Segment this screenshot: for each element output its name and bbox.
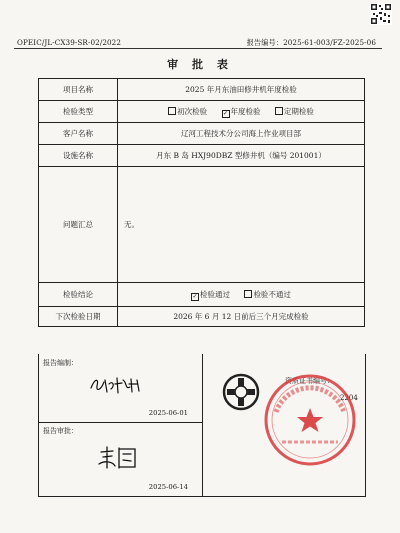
issues-label: 问题汇总: [39, 167, 118, 283]
option-pass: ✓ 检验通过: [192, 289, 231, 300]
equipment-value: 月东 B 岛 HXJ90DBZ 型修井机（编号 201001）: [118, 145, 365, 167]
row-inspection-type: [39, 101, 365, 123]
row-conclusion: [39, 283, 365, 307]
approver-label: 报告审批：: [43, 427, 78, 435]
approver-signature: [95, 442, 145, 474]
header-divider: [14, 48, 382, 49]
organization-logo: [222, 373, 260, 411]
option-fail: 检验不通过: [244, 290, 291, 299]
row-equipment: [39, 145, 365, 167]
report-preparer-date: 2025-06-01: [148, 409, 188, 417]
project-name-value: 2025 年月东油田修井机年度检验: [118, 79, 365, 101]
checkbox-fail: [244, 290, 252, 298]
equipment-label: 设施名称: [39, 145, 118, 167]
report-preparer-label: 报告编制：: [43, 359, 78, 367]
project-name-label: 项目名称: [39, 79, 118, 101]
certificate-label: 资质证书编号：: [285, 377, 334, 385]
official-seal: [262, 372, 358, 468]
option-periodic: 定期检验: [275, 107, 314, 116]
qr-code: [370, 3, 392, 25]
conclusion-label: 检验结论: [39, 283, 118, 307]
document-code: OPEIC/JL-CX39-SR-02/2022: [17, 38, 122, 47]
next-inspection-label: 下次检验日期: [39, 307, 118, 327]
checkbox-initial: [168, 107, 176, 115]
conclusion-options: [118, 283, 365, 307]
certificate-number: 2204: [340, 394, 358, 402]
checkbox-annual-checked: ✓: [222, 109, 229, 117]
inspection-type-label: 检验类型: [39, 101, 118, 123]
approver-date: 2025-06-14: [148, 483, 188, 491]
option-initial: 初次检验: [168, 107, 209, 116]
row-client: [39, 123, 365, 145]
report-number: 报告编号：2025-61-003/FZ-2025-06: [246, 38, 376, 47]
row-next-inspection: [39, 307, 365, 327]
row-issues: [39, 167, 365, 283]
next-inspection-value: 2026 年 6 月 12 日前后三个月完成检验: [118, 307, 365, 327]
client-value: 辽河工程技术分公司海上作业项目部: [118, 123, 365, 145]
row-project-name: [39, 79, 365, 101]
approver-block: [38, 422, 203, 497]
client-label: 客户名称: [39, 123, 118, 145]
approval-table: [38, 78, 365, 327]
option-annual: ✓ 年度检验: [222, 106, 261, 117]
preparer-signature: [87, 372, 147, 398]
checkbox-pass-checked: ✓: [192, 292, 198, 300]
issues-value: 无。: [118, 167, 365, 283]
checkbox-periodic: [275, 107, 283, 115]
page-title: 审 批 表: [167, 58, 233, 71]
report-preparer-block: [38, 354, 203, 423]
inspection-type-options: [118, 101, 365, 123]
